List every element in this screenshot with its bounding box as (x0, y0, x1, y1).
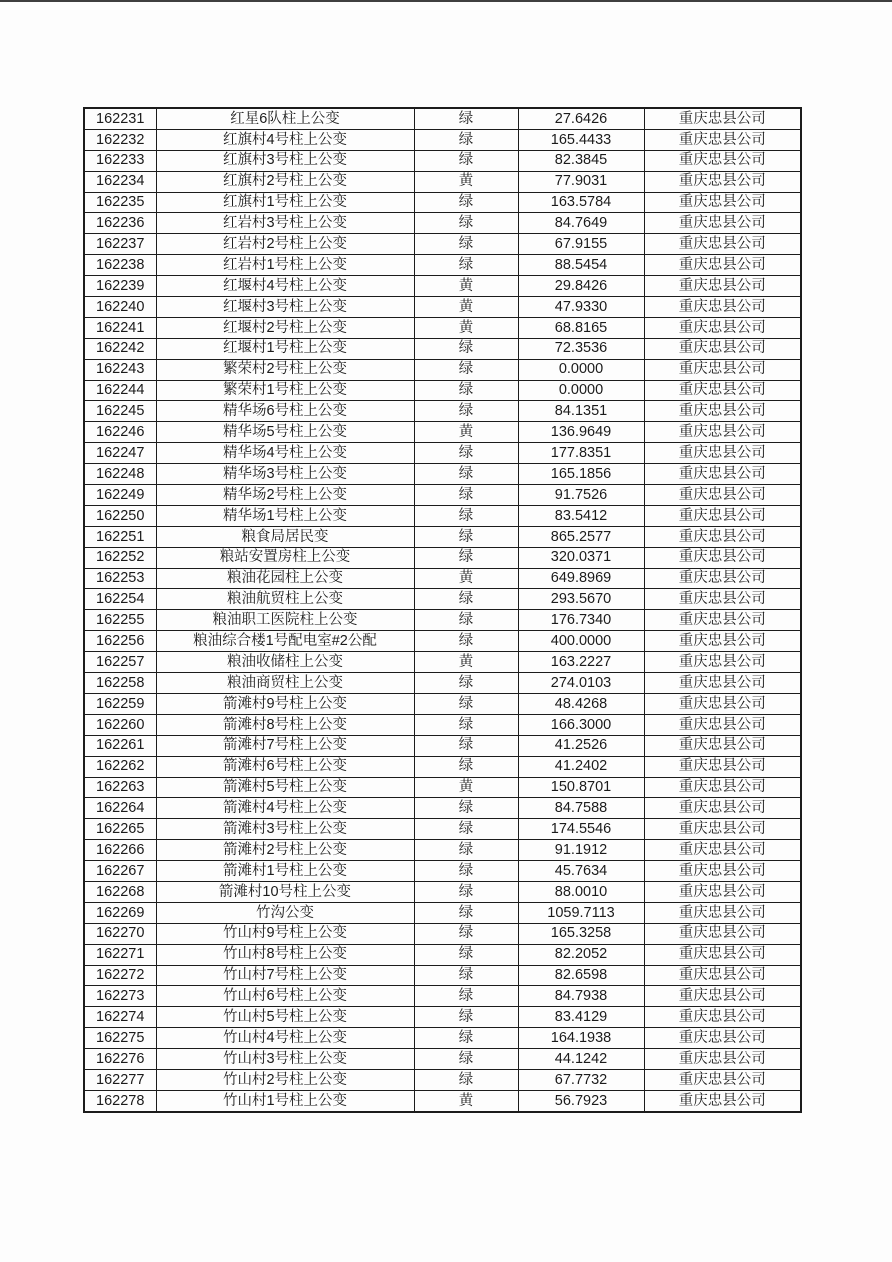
cell-value: 165.1856 (518, 464, 644, 485)
table-row (84, 1090, 801, 1111)
cell-id: 162270 (84, 923, 156, 944)
cell-company: 重庆忠县公司 (644, 1007, 801, 1028)
cell-value: 865.2577 (518, 526, 644, 547)
cell-id: 162247 (84, 443, 156, 464)
cell-status: 绿 (414, 401, 518, 422)
cell-company: 重庆忠县公司 (644, 965, 801, 986)
cell-company: 重庆忠县公司 (644, 213, 801, 234)
cell-company: 重庆忠县公司 (644, 589, 801, 610)
cell-company: 重庆忠县公司 (644, 505, 801, 526)
cell-id: 162275 (84, 1028, 156, 1049)
cell-status: 绿 (414, 1069, 518, 1090)
cell-value: 274.0103 (518, 673, 644, 694)
cell-status: 绿 (414, 150, 518, 171)
cell-id: 162278 (84, 1090, 156, 1111)
cell-name: 红堰村1号柱上公变 (156, 338, 414, 359)
cell-id: 162254 (84, 589, 156, 610)
cell-name: 红旗村4号柱上公变 (156, 129, 414, 150)
cell-id: 162261 (84, 735, 156, 756)
cell-status: 绿 (414, 923, 518, 944)
cell-status: 绿 (414, 631, 518, 652)
cell-value: 0.0000 (518, 359, 644, 380)
table-row (84, 380, 801, 401)
cell-value: 77.9031 (518, 171, 644, 192)
cell-id: 162243 (84, 359, 156, 380)
cell-name: 箭滩村7号柱上公变 (156, 735, 414, 756)
cell-name: 竹山村4号柱上公变 (156, 1028, 414, 1049)
cell-status: 绿 (414, 464, 518, 485)
cell-company: 重庆忠县公司 (644, 861, 801, 882)
cell-status: 绿 (414, 192, 518, 213)
cell-id: 162232 (84, 129, 156, 150)
cell-name: 粮油职工医院柱上公变 (156, 610, 414, 631)
cell-id: 162244 (84, 380, 156, 401)
cell-value: 27.6426 (518, 108, 644, 129)
cell-value: 166.3000 (518, 714, 644, 735)
table-row (84, 1049, 801, 1070)
table-row (84, 359, 801, 380)
table-row (84, 464, 801, 485)
cell-id: 162262 (84, 756, 156, 777)
cell-value: 82.6598 (518, 965, 644, 986)
cell-company: 重庆忠县公司 (644, 777, 801, 798)
cell-status: 绿 (414, 129, 518, 150)
cell-status: 绿 (414, 881, 518, 902)
cell-value: 91.7526 (518, 485, 644, 506)
cell-value: 150.8701 (518, 777, 644, 798)
cell-company: 重庆忠县公司 (644, 652, 801, 673)
cell-id: 162250 (84, 505, 156, 526)
cell-name: 粮食局居民变 (156, 526, 414, 547)
cell-status: 绿 (414, 234, 518, 255)
cell-name: 竹山村2号柱上公变 (156, 1069, 414, 1090)
table-row (84, 171, 801, 192)
cell-status: 绿 (414, 673, 518, 694)
cell-status: 绿 (414, 547, 518, 568)
cell-name: 箭滩村6号柱上公变 (156, 756, 414, 777)
cell-value: 293.5670 (518, 589, 644, 610)
cell-value: 84.7938 (518, 986, 644, 1007)
cell-value: 84.1351 (518, 401, 644, 422)
cell-status: 绿 (414, 443, 518, 464)
cell-company: 重庆忠县公司 (644, 108, 801, 129)
cell-company: 重庆忠县公司 (644, 1069, 801, 1090)
cell-value: 84.7588 (518, 798, 644, 819)
cell-company: 重庆忠县公司 (644, 631, 801, 652)
cell-company: 重庆忠县公司 (644, 714, 801, 735)
cell-company: 重庆忠县公司 (644, 881, 801, 902)
cell-name: 粮站安置房柱上公变 (156, 547, 414, 568)
cell-status: 绿 (414, 1049, 518, 1070)
cell-value: 68.8165 (518, 317, 644, 338)
table-row (84, 965, 801, 986)
cell-name: 粮油花园柱上公变 (156, 568, 414, 589)
cell-name: 红旗村1号柱上公变 (156, 192, 414, 213)
cell-value: 82.3845 (518, 150, 644, 171)
cell-name: 繁荣村1号柱上公变 (156, 380, 414, 401)
cell-company: 重庆忠县公司 (644, 526, 801, 547)
cell-value: 82.2052 (518, 944, 644, 965)
table-row (84, 673, 801, 694)
cell-name: 红岩村3号柱上公变 (156, 213, 414, 234)
cell-value: 165.4433 (518, 129, 644, 150)
cell-status: 绿 (414, 108, 518, 129)
cell-id: 162274 (84, 1007, 156, 1028)
cell-status: 黄 (414, 171, 518, 192)
cell-id: 162264 (84, 798, 156, 819)
table-row (84, 317, 801, 338)
table-row (84, 902, 801, 923)
cell-name: 红堰村3号柱上公变 (156, 297, 414, 318)
cell-id: 162249 (84, 485, 156, 506)
cell-id: 162268 (84, 881, 156, 902)
cell-value: 83.4129 (518, 1007, 644, 1028)
cell-id: 162251 (84, 526, 156, 547)
cell-company: 重庆忠县公司 (644, 192, 801, 213)
cell-name: 竹山村3号柱上公变 (156, 1049, 414, 1070)
cell-status: 黄 (414, 1090, 518, 1111)
cell-company: 重庆忠县公司 (644, 464, 801, 485)
cell-value: 56.7923 (518, 1090, 644, 1111)
cell-company: 重庆忠县公司 (644, 234, 801, 255)
cell-name: 箭滩村2号柱上公变 (156, 840, 414, 861)
cell-company: 重庆忠县公司 (644, 171, 801, 192)
cell-id: 162267 (84, 861, 156, 882)
cell-name: 红堰村2号柱上公变 (156, 317, 414, 338)
cell-value: 400.0000 (518, 631, 644, 652)
cell-company: 重庆忠县公司 (644, 485, 801, 506)
cell-name: 竹山村9号柱上公变 (156, 923, 414, 944)
cell-status: 绿 (414, 902, 518, 923)
table-row (84, 526, 801, 547)
cell-company: 重庆忠县公司 (644, 735, 801, 756)
cell-name: 精华场6号柱上公变 (156, 401, 414, 422)
table-row (84, 150, 801, 171)
table-row (84, 401, 801, 422)
cell-status: 绿 (414, 714, 518, 735)
table-row (84, 652, 801, 673)
cell-id: 162277 (84, 1069, 156, 1090)
cell-status: 绿 (414, 798, 518, 819)
cell-value: 48.4268 (518, 693, 644, 714)
cell-status: 绿 (414, 756, 518, 777)
cell-value: 0.0000 (518, 380, 644, 401)
cell-status: 绿 (414, 213, 518, 234)
cell-status: 绿 (414, 693, 518, 714)
cell-company: 重庆忠县公司 (644, 255, 801, 276)
cell-id: 162245 (84, 401, 156, 422)
cell-company: 重庆忠县公司 (644, 276, 801, 297)
cell-company: 重庆忠县公司 (644, 317, 801, 338)
cell-company: 重庆忠县公司 (644, 610, 801, 631)
cell-name: 粮油航贸柱上公变 (156, 589, 414, 610)
cell-company: 重庆忠县公司 (644, 401, 801, 422)
table-row (84, 861, 801, 882)
table-row (84, 631, 801, 652)
cell-company: 重庆忠县公司 (644, 1090, 801, 1111)
cell-status: 绿 (414, 986, 518, 1007)
cell-company: 重庆忠县公司 (644, 902, 801, 923)
cell-company: 重庆忠县公司 (644, 547, 801, 568)
cell-status: 黄 (414, 652, 518, 673)
cell-value: 45.7634 (518, 861, 644, 882)
transformer-table-body (84, 108, 801, 1112)
cell-id: 162256 (84, 631, 156, 652)
cell-name: 箭滩村5号柱上公变 (156, 777, 414, 798)
table-row (84, 568, 801, 589)
cell-value: 47.9330 (518, 297, 644, 318)
cell-value: 164.1938 (518, 1028, 644, 1049)
cell-id: 162253 (84, 568, 156, 589)
table-row (84, 610, 801, 631)
cell-company: 重庆忠县公司 (644, 840, 801, 861)
cell-id: 162234 (84, 171, 156, 192)
cell-name: 精华场1号柱上公变 (156, 505, 414, 526)
cell-status: 黄 (414, 276, 518, 297)
table-row (84, 798, 801, 819)
cell-name: 红旗村2号柱上公变 (156, 171, 414, 192)
cell-value: 165.3258 (518, 923, 644, 944)
cell-company: 重庆忠县公司 (644, 1049, 801, 1070)
cell-company: 重庆忠县公司 (644, 944, 801, 965)
cell-name: 箭滩村8号柱上公变 (156, 714, 414, 735)
cell-value: 320.0371 (518, 547, 644, 568)
cell-id: 162237 (84, 234, 156, 255)
table-row (84, 819, 801, 840)
cell-company: 重庆忠县公司 (644, 338, 801, 359)
cell-name: 粮油收储柱上公变 (156, 652, 414, 673)
cell-value: 176.7340 (518, 610, 644, 631)
cell-name: 繁荣村2号柱上公变 (156, 359, 414, 380)
cell-status: 黄 (414, 297, 518, 318)
table-row (84, 505, 801, 526)
cell-name: 箭滩村10号柱上公变 (156, 881, 414, 902)
cell-name: 粮油商贸柱上公变 (156, 673, 414, 694)
cell-name: 精华场2号柱上公变 (156, 485, 414, 506)
table-row (84, 276, 801, 297)
table-row (84, 693, 801, 714)
table-row (84, 1028, 801, 1049)
cell-name: 竹山村8号柱上公变 (156, 944, 414, 965)
cell-name: 红堰村4号柱上公变 (156, 276, 414, 297)
cell-value: 91.1912 (518, 840, 644, 861)
cell-company: 重庆忠县公司 (644, 150, 801, 171)
cell-company: 重庆忠县公司 (644, 693, 801, 714)
cell-id: 162272 (84, 965, 156, 986)
cell-status: 绿 (414, 610, 518, 631)
cell-id: 162248 (84, 464, 156, 485)
cell-company: 重庆忠县公司 (644, 568, 801, 589)
cell-value: 88.5454 (518, 255, 644, 276)
table-row (84, 1069, 801, 1090)
cell-name: 竹山村1号柱上公变 (156, 1090, 414, 1111)
cell-id: 162236 (84, 213, 156, 234)
cell-company: 重庆忠县公司 (644, 923, 801, 944)
cell-name: 精华场4号柱上公变 (156, 443, 414, 464)
table-row (84, 923, 801, 944)
table-row (84, 944, 801, 965)
cell-name: 竹沟公变 (156, 902, 414, 923)
cell-name: 粮油综合楼1号配电室#2公配 (156, 631, 414, 652)
table-row (84, 485, 801, 506)
cell-value: 67.9155 (518, 234, 644, 255)
cell-name: 竹山村6号柱上公变 (156, 986, 414, 1007)
cell-value: 88.0010 (518, 881, 644, 902)
cell-status: 绿 (414, 735, 518, 756)
cell-value: 174.5546 (518, 819, 644, 840)
table-row (84, 881, 801, 902)
cell-value: 136.9649 (518, 422, 644, 443)
cell-id: 162240 (84, 297, 156, 318)
cell-company: 重庆忠县公司 (644, 129, 801, 150)
table-row (84, 192, 801, 213)
cell-status: 绿 (414, 944, 518, 965)
cell-id: 162238 (84, 255, 156, 276)
table-row (84, 547, 801, 568)
table-row (84, 735, 801, 756)
table-row (84, 129, 801, 150)
cell-name: 精华场5号柱上公变 (156, 422, 414, 443)
cell-company: 重庆忠县公司 (644, 986, 801, 1007)
transformer-table (83, 107, 802, 1113)
cell-id: 162235 (84, 192, 156, 213)
cell-id: 162263 (84, 777, 156, 798)
cell-status: 绿 (414, 359, 518, 380)
cell-name: 竹山村5号柱上公变 (156, 1007, 414, 1028)
cell-value: 67.7732 (518, 1069, 644, 1090)
cell-value: 163.2227 (518, 652, 644, 673)
cell-id: 162271 (84, 944, 156, 965)
cell-name: 箭滩村4号柱上公变 (156, 798, 414, 819)
cell-status: 绿 (414, 589, 518, 610)
cell-id: 162276 (84, 1049, 156, 1070)
cell-value: 163.5784 (518, 192, 644, 213)
cell-status: 绿 (414, 840, 518, 861)
cell-id: 162259 (84, 693, 156, 714)
cell-name: 红旗村3号柱上公变 (156, 150, 414, 171)
cell-company: 重庆忠县公司 (644, 380, 801, 401)
cell-id: 162246 (84, 422, 156, 443)
table-row (84, 422, 801, 443)
cell-value: 72.3536 (518, 338, 644, 359)
cell-name: 精华场3号柱上公变 (156, 464, 414, 485)
cell-value: 1059.7113 (518, 902, 644, 923)
cell-status: 黄 (414, 422, 518, 443)
cell-id: 162265 (84, 819, 156, 840)
cell-name: 红岩村1号柱上公变 (156, 255, 414, 276)
cell-id: 162258 (84, 673, 156, 694)
cell-name: 竹山村7号柱上公变 (156, 965, 414, 986)
cell-id: 162269 (84, 902, 156, 923)
table-row (84, 1007, 801, 1028)
table-row (84, 297, 801, 318)
cell-company: 重庆忠县公司 (644, 297, 801, 318)
cell-status: 绿 (414, 526, 518, 547)
cell-id: 162260 (84, 714, 156, 735)
cell-value: 177.8351 (518, 443, 644, 464)
cell-id: 162273 (84, 986, 156, 1007)
table-row (84, 714, 801, 735)
cell-status: 绿 (414, 505, 518, 526)
cell-id: 162255 (84, 610, 156, 631)
cell-id: 162266 (84, 840, 156, 861)
page-top-edge-line (0, 0, 892, 2)
cell-status: 绿 (414, 380, 518, 401)
cell-id: 162241 (84, 317, 156, 338)
cell-value: 44.1242 (518, 1049, 644, 1070)
table-row (84, 234, 801, 255)
table-row (84, 338, 801, 359)
cell-value: 649.8969 (518, 568, 644, 589)
table-row (84, 986, 801, 1007)
cell-status: 黄 (414, 317, 518, 338)
cell-status: 绿 (414, 1007, 518, 1028)
cell-company: 重庆忠县公司 (644, 756, 801, 777)
cell-status: 绿 (414, 1028, 518, 1049)
cell-status: 绿 (414, 255, 518, 276)
cell-company: 重庆忠县公司 (644, 673, 801, 694)
cell-id: 162233 (84, 150, 156, 171)
cell-id: 162242 (84, 338, 156, 359)
cell-status: 绿 (414, 965, 518, 986)
table-row (84, 756, 801, 777)
cell-id: 162257 (84, 652, 156, 673)
cell-id: 162231 (84, 108, 156, 129)
cell-status: 绿 (414, 485, 518, 506)
cell-company: 重庆忠县公司 (644, 819, 801, 840)
cell-status: 绿 (414, 819, 518, 840)
table-row (84, 589, 801, 610)
cell-name: 红岩村2号柱上公变 (156, 234, 414, 255)
cell-id: 162239 (84, 276, 156, 297)
cell-company: 重庆忠县公司 (644, 798, 801, 819)
cell-status: 绿 (414, 861, 518, 882)
cell-value: 83.5412 (518, 505, 644, 526)
table-row (84, 840, 801, 861)
table-row (84, 255, 801, 276)
cell-company: 重庆忠县公司 (644, 359, 801, 380)
table-row (84, 108, 801, 129)
cell-value: 84.7649 (518, 213, 644, 234)
cell-value: 41.2526 (518, 735, 644, 756)
cell-company: 重庆忠县公司 (644, 443, 801, 464)
cell-status: 黄 (414, 568, 518, 589)
cell-name: 红星6队柱上公变 (156, 108, 414, 129)
table-row (84, 213, 801, 234)
cell-company: 重庆忠县公司 (644, 1028, 801, 1049)
cell-company: 重庆忠县公司 (644, 422, 801, 443)
table-row (84, 443, 801, 464)
cell-name: 箭滩村1号柱上公变 (156, 861, 414, 882)
cell-value: 29.8426 (518, 276, 644, 297)
cell-name: 箭滩村3号柱上公变 (156, 819, 414, 840)
cell-name: 箭滩村9号柱上公变 (156, 693, 414, 714)
cell-status: 绿 (414, 338, 518, 359)
cell-id: 162252 (84, 547, 156, 568)
cell-value: 41.2402 (518, 756, 644, 777)
table-row (84, 777, 801, 798)
cell-status: 黄 (414, 777, 518, 798)
